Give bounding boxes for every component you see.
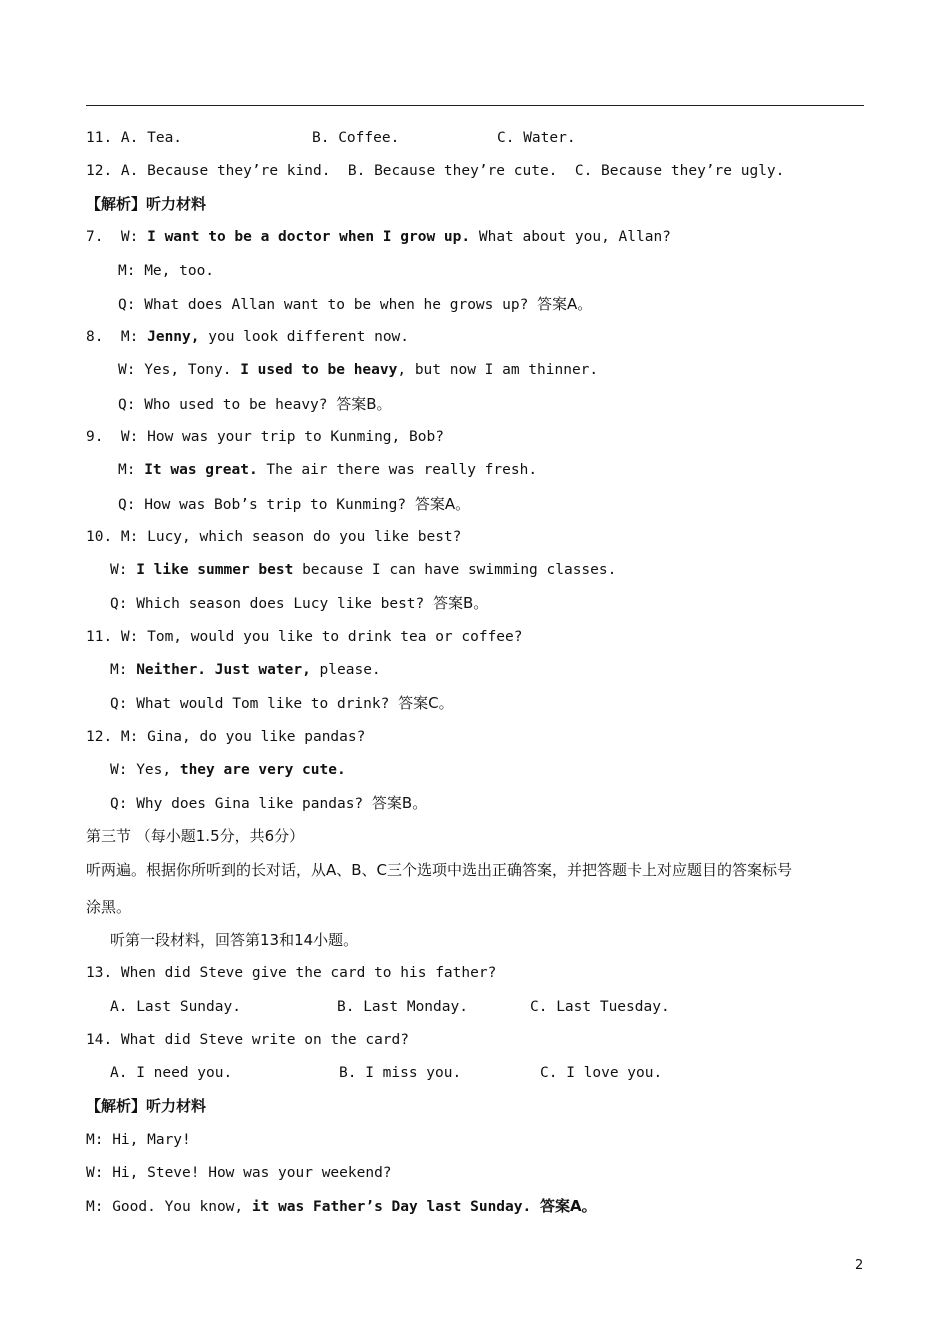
text-segment: 13. When did Steve give the card to his father? — [86, 965, 497, 981]
text-line — [86, 1096, 206, 1117]
text-segment: B. Coffee. — [312, 130, 400, 146]
text-line — [118, 460, 537, 480]
text-segment: 11. W: Tom, would you like to drink tea or coffee? — [86, 629, 523, 645]
text-line — [110, 660, 381, 680]
text-line — [86, 963, 496, 983]
text-segment: M: Me, too. — [118, 263, 215, 279]
text-line — [118, 294, 592, 315]
text-segment: A. I need you. — [110, 1065, 233, 1081]
text-segment: Q: Who used to be heavy? — [118, 397, 337, 413]
text-segment: 答案A。 — [537, 295, 593, 313]
text-line — [110, 930, 358, 951]
text-segment: M: Good. You know, — [86, 1199, 252, 1215]
text-line — [110, 1063, 663, 1083]
text-segment: M: — [110, 662, 137, 678]
text-segment: 14. What did Steve write on the card? — [86, 1032, 410, 1048]
text-segment: C. Water. — [497, 130, 576, 146]
text-line — [110, 593, 488, 614]
text-segment: 听两遍。根据你所听到的长对话，从A、B、C三个选项中选出正确答案，并把答题卡上对应题目的答案标号 — [86, 861, 793, 879]
text-segment: W: Hi, Steve! How was your weekend? — [86, 1165, 392, 1181]
text-line — [118, 494, 470, 515]
text-segment: W: Yes, — [110, 762, 180, 778]
text-line — [110, 997, 670, 1017]
text-segment: Neither. Just water, — [136, 662, 311, 678]
text-segment: W: Yes, Tony. — [118, 362, 241, 378]
text-segment: 9. W: How was your trip to Kunming, Bob? — [86, 429, 444, 445]
text-line — [86, 327, 409, 347]
text-segment: it was Father’s Day last Sunday. — [251, 1199, 540, 1215]
text-segment: 涂黑。 — [86, 898, 132, 916]
text-segment: Q: Why does Gina like pandas? — [110, 796, 372, 812]
text-line — [110, 560, 616, 580]
text-segment: What about you, Allan? — [470, 229, 671, 245]
text-segment: 12. A. Because they’re kind. B. Because they’re cute. C. Because they’re ugly. — [86, 163, 785, 179]
text-line — [86, 427, 444, 447]
text-segment: Q: How was Bob’s trip to Kunming? — [118, 497, 415, 513]
text-segment: 答案C。 — [398, 694, 454, 712]
text-line — [86, 727, 365, 747]
text-segment: C. Last Tuesday. — [530, 999, 670, 1015]
text-segment: Q: Which season does Lucy like best? — [110, 596, 434, 612]
text-segment: 第三节 （每小题1.5分，共6分） — [86, 827, 305, 845]
text-segment: It was great. — [144, 462, 258, 478]
page-number: 2 — [855, 1258, 864, 1273]
text-segment: 11. A. Tea. — [86, 130, 183, 146]
text-segment: A. Last Sunday. — [110, 999, 241, 1015]
text-line — [86, 1163, 392, 1183]
text-segment: 答案B。 — [371, 794, 428, 812]
text-line — [86, 227, 671, 247]
text-segment: Q: What does Allan want to be when he grows up? — [118, 297, 538, 313]
text-line — [118, 394, 392, 415]
text-line — [86, 194, 206, 215]
text-segment: I like summer best — [136, 562, 294, 578]
text-line — [86, 826, 304, 847]
text-segment: 12. M: Gina, do you like pandas? — [86, 729, 366, 745]
text-segment: 10. M: Lucy, which season do you like best? — [86, 529, 462, 545]
text-segment: The air there was really fresh. — [257, 462, 538, 478]
text-segment: W: — [110, 562, 137, 578]
text-segment: I used to be heavy — [240, 362, 398, 378]
text-segment: B. I miss you. — [339, 1065, 462, 1081]
text-line — [86, 897, 131, 918]
text-segment: you look different now. — [199, 329, 410, 345]
text-segment: B. Last Monday. — [337, 999, 468, 1015]
text-segment: 答案A。 — [539, 1197, 597, 1215]
text-line — [86, 128, 576, 148]
text-line — [110, 793, 427, 814]
text-segment: 8. M: — [86, 329, 148, 345]
text-line — [86, 1130, 191, 1150]
text-segment: M: Hi, Mary! — [86, 1132, 191, 1148]
text-line — [86, 161, 784, 181]
text-line — [86, 1196, 597, 1217]
text-segment: C. I love you. — [540, 1065, 663, 1081]
text-segment: because I can have swimming classes. — [293, 562, 617, 578]
text-segment: Jenny, — [147, 329, 200, 345]
text-line — [110, 693, 454, 714]
text-segment: 7. W: — [86, 229, 148, 245]
text-segment: M: — [118, 462, 145, 478]
text-segment: 答案A。 — [414, 495, 471, 513]
text-segment: I want to be a doctor when I grow up. — [147, 229, 471, 245]
text-line — [118, 261, 214, 281]
text-segment: 答案B。 — [336, 395, 392, 413]
text-segment: 答案B。 — [433, 594, 489, 612]
text-line — [110, 760, 346, 780]
text-line — [86, 1030, 409, 1050]
text-line — [86, 627, 523, 647]
text-segment: they are very cute. — [179, 762, 346, 778]
text-segment: 【解析】听力材料 — [86, 195, 207, 213]
text-segment: please. — [310, 662, 381, 678]
text-line — [86, 860, 792, 881]
text-segment: Q: What would Tom like to drink? — [110, 696, 399, 712]
text-segment: 听第一段材料，回答第13和14小题。 — [110, 931, 359, 949]
text-line — [86, 527, 461, 547]
text-segment: , but now I am thinner. — [397, 362, 599, 378]
text-line — [118, 360, 598, 380]
text-segment: 【解析】听力材料 — [86, 1097, 207, 1115]
header-rule — [86, 105, 864, 106]
